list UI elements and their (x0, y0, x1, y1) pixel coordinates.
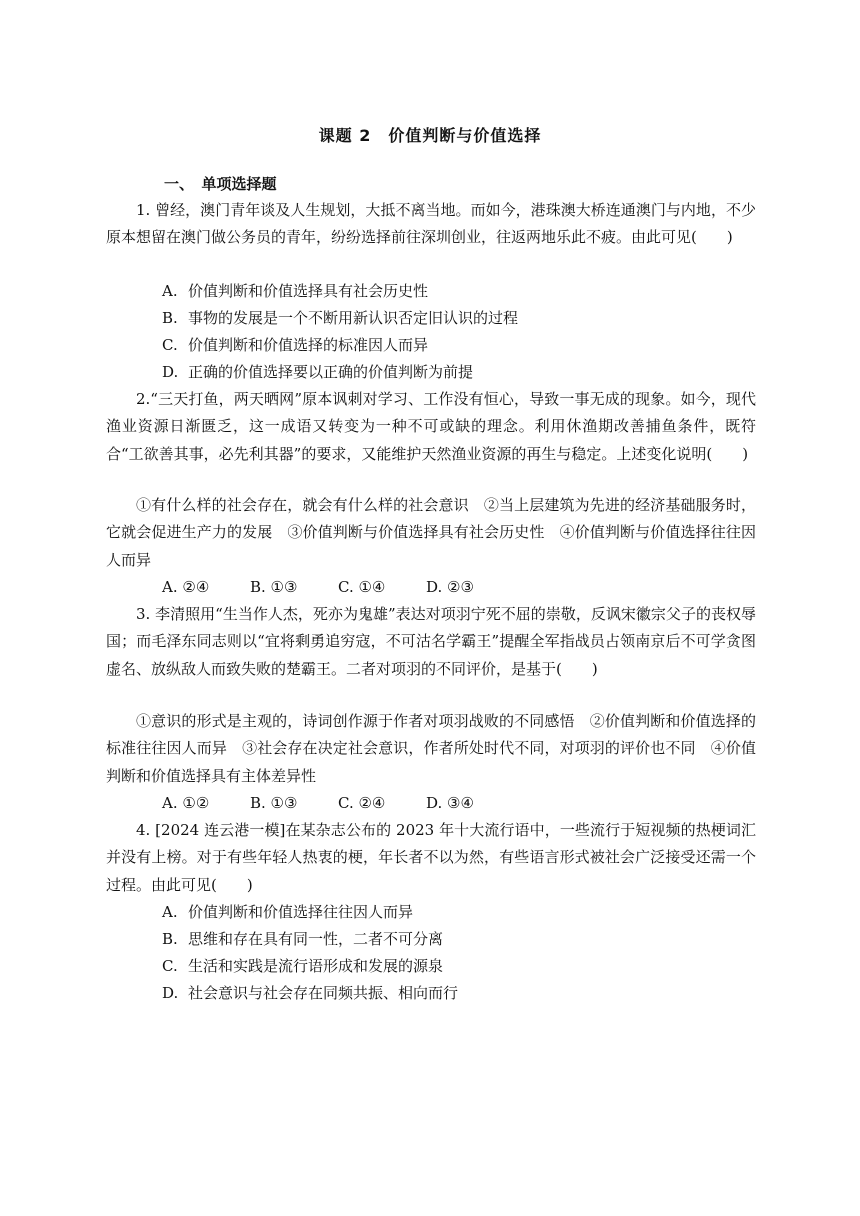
page-title: 课题 2 价值判断与价值选择 (318, 126, 542, 145)
question-1-option-d[interactable]: D. 正确的价值选择要以正确的价值判断为前提 (162, 363, 474, 381)
question-4-option-d[interactable]: D. 社会意识与社会存在同频共振、相向而行 (162, 984, 459, 1002)
question-1-option-a[interactable]: A. 价值判断和价值选择具有社会历史性 (162, 282, 429, 300)
question-4-option-c[interactable]: C. 生活和实践是流行语形成和发展的源泉 (162, 957, 444, 975)
question-2-stem: 2.“三天打鱼，两天晒网”原本讽刺对学习、工作没有恒心，导致一事无成的现象。如今，现代渔业资源日渐匮乏，这一成语又转变为一种不可或缺的理念。利用休渔期改善捕鱼条件，既符合“工欲善其事，必先利其器”的要求，又能维护天然渔业资源的再生与稳定。上述变化说明( ) (106, 390, 756, 463)
question-3-option-a[interactable]: A. ①② (162, 794, 210, 812)
question-2-option-b[interactable]: B. ①③ (250, 578, 298, 596)
question-2-option-c[interactable]: C. ①④ (338, 578, 386, 596)
question-2-option-d[interactable]: D. ②③ (426, 578, 474, 596)
question-1-option-c[interactable]: C. 价值判断和价值选择的标准因人而异 (162, 336, 429, 354)
question-4-option-a[interactable]: A. 价值判断和价值选择往往因人而异 (162, 903, 414, 921)
question-4-option-b[interactable]: B. 思维和存在具有同一性，二者不可分离 (162, 930, 444, 948)
question-3-option-c[interactable]: C. ②④ (338, 794, 386, 812)
question-3-option-b[interactable]: B. ①③ (250, 794, 298, 812)
question-3-option-d[interactable]: D. ③④ (426, 794, 474, 812)
question-1-option-b[interactable]: B. 事物的发展是一个不断用新认识否定旧认识的过程 (162, 309, 519, 327)
question-2-option-a[interactable]: A. ②④ (162, 578, 210, 596)
question-1-stem: 1. 曾经，澳门青年谈及人生规划，大抵不离当地。而如今，港珠澳大桥连通澳门与内地，不少原本想留在澳门做公务员的青年，纷纷选择前往深圳创业，往返两地乐此不疲。由此可见( ) (106, 201, 756, 247)
question-2-options (162, 575, 514, 599)
question-3-stem: 3. 李清照用“生当作人杰，死亦为鬼雄”表达对项羽宁死不屈的崇敬，反讽宋徽宗父子的丧权辱国；而毛泽东同志则以“宜将剩勇追穷寇，不可沽名学霸王”提醒全军指战员占领南京后不可学贪图虚名、放纵敌人而致失败的楚霸王。二者对项羽的不同评价，是基于( ) (106, 605, 756, 678)
question-3-options (162, 791, 514, 815)
question-4-stem: 4. [2024 连云港一模]在某杂志公布的 2023 年十大流行语中，一些流行于短视频的热梗词汇并没有上榜。对于有些年轻人热衷的梗，年长者不以为然，有些语言形式被社会广泛接受还需一个过程。由此可见( ) (106, 821, 756, 894)
question-3-statements: ①意识的形式是主观的，诗词创作源于作者对项羽战败的不同感悟 ②价值判断和价值选择的标准往往因人而异 ③社会存在决定社会意识，作者所处时代不同，对项羽的评价也不同 ④价值判断和价值选择具有主体差异性 (106, 712, 756, 785)
section-heading: 一、 单项选择题 (164, 175, 277, 193)
question-2-statements: ①有什么样的社会存在，就会有什么样的社会意识 ②当上层建筑为先进的经济基础服务时，它就会促进生产力的发展 ③价值判断与价值选择具有社会历史性 ④价值判断与价值选择往往因人而异 (106, 496, 756, 569)
